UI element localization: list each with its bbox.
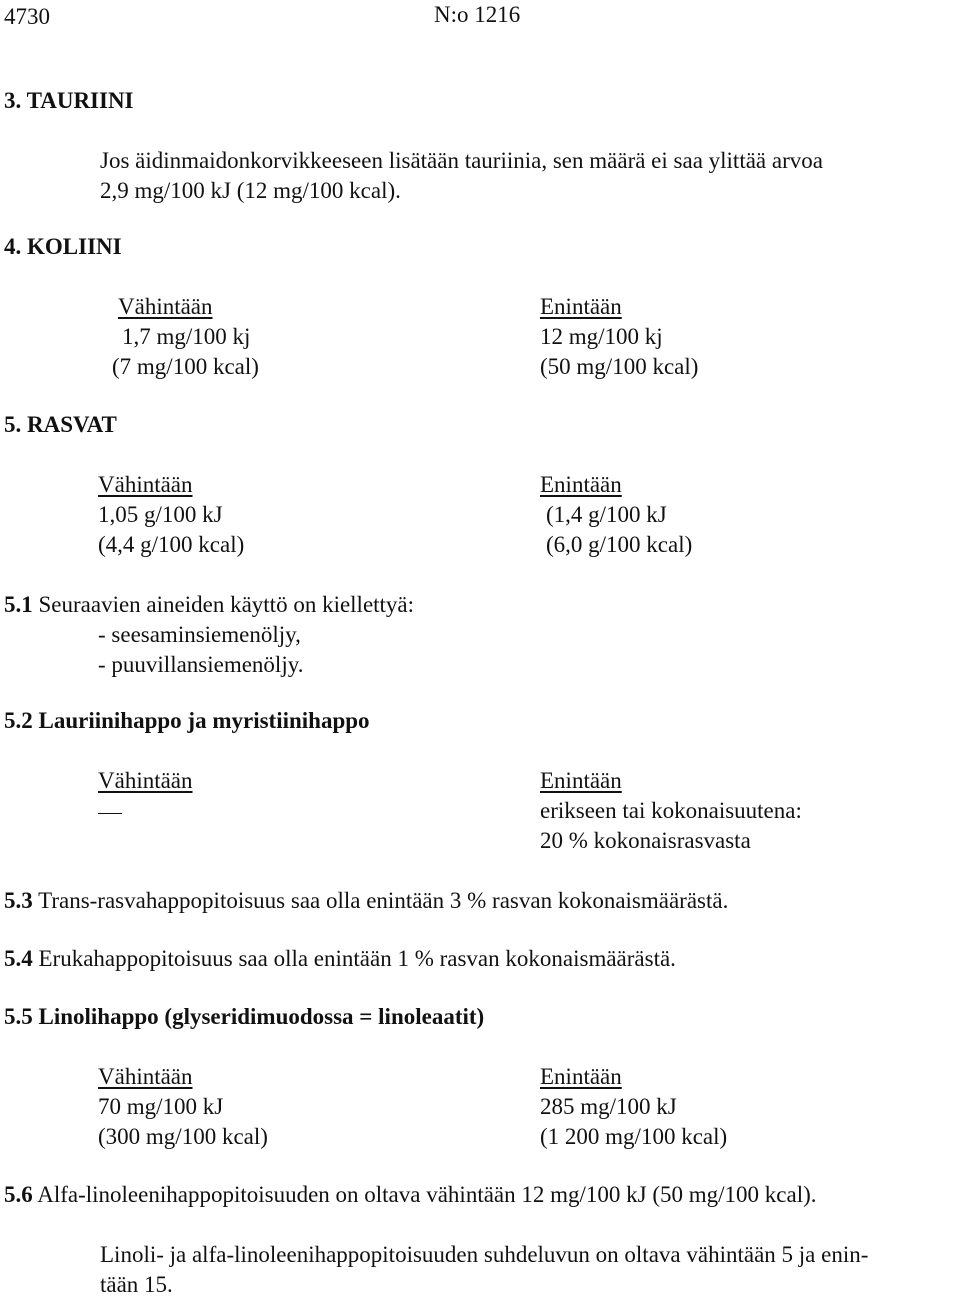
list-item: - seesaminsiemenöljy, [98, 622, 301, 647]
subsection-title: Linolihappo (glyseridimuodossa = linoleaatit) [38, 1004, 485, 1029]
subsection-5-5 [4, 1002, 484, 1032]
subsection-5-2 [4, 706, 370, 736]
subsection-number: 5.4 [4, 946, 33, 971]
subsection-text: Trans-rasvahappopitoisuus saa olla enintään 3 % rasvan kokonaismäärästä. [38, 888, 729, 913]
s56-note-line-1: Linoli- ja alfa-linoleenihappopitoisuuden suhdeluvun on oltava vähintään 5 ja enin- [100, 1242, 869, 1267]
section-heading-choline: 4. KOLIINI [4, 234, 122, 259]
taurine-body-line-2: 2,9 mg/100 kJ (12 mg/100 kcal). [100, 178, 401, 203]
s56-note-line-2: tään 15. [100, 1272, 173, 1297]
subsection-text: Erukahappopitoisuus saa olla enintään 1 % rasvan kokonaismäärästä. [38, 946, 676, 971]
subsection-title: Lauriinihappo ja myristiinihappo [38, 708, 370, 733]
section-heading-fats: 5. RASVAT [4, 412, 117, 437]
subsection-5-6 [4, 1180, 817, 1210]
subsection-5-1 [4, 590, 414, 620]
empty-value-dash [98, 813, 122, 814]
s52-max-value-percent: 20 % kokonaisrasvasta [540, 828, 751, 853]
fats-max-value-kcal: (6,0 g/100 kcal) [546, 532, 693, 557]
taurine-body-line-1: Jos äidinmaidonkorvikkeeseen lisätään tauriinia, sen määrä ei saa ylittää arvoa [100, 148, 823, 173]
issue-number: N:o 1216 [434, 2, 521, 27]
subsection-number: 5.1 [4, 592, 33, 617]
subsection-title: Seuraavien aineiden käyttö on kiellettyä: [38, 592, 415, 617]
choline-max-value: 12 mg/100 kj [540, 324, 663, 349]
subsection-number: 5.3 [4, 888, 33, 913]
subsection-number: 5.2 [4, 708, 33, 733]
fats-min-value-kcal: (4,4 g/100 kcal) [98, 532, 245, 557]
choline-min-value-kcal: (7 mg/100 kcal) [112, 354, 259, 379]
subsection-5-3 [4, 886, 728, 916]
choline-min-value: 1,7 mg/100 kj [122, 324, 251, 349]
s55-min-label: Vähintään [98, 1064, 193, 1089]
fats-min-value: 1,05 g/100 kJ [98, 502, 223, 527]
section-heading-taurine: 3. TAURIINI [4, 88, 134, 113]
s52-max-value: erikseen tai kokonaisuutena: [540, 798, 802, 823]
s55-max-value-kcal: (1 200 mg/100 kcal) [540, 1124, 728, 1149]
choline-max-value-kcal: (50 mg/100 kcal) [540, 354, 699, 379]
s55-max-value: 285 mg/100 kJ [540, 1094, 677, 1119]
subsection-number: 5.6 [4, 1182, 33, 1207]
subsection-5-4 [4, 944, 676, 974]
s52-min-label: Vähintään [98, 768, 193, 793]
choline-max-label: Enintään [540, 294, 622, 319]
fats-min-label: Vähintään [98, 472, 193, 497]
list-item: - puuvillansiemenöljy. [98, 652, 304, 677]
s55-min-value-kcal: (300 mg/100 kcal) [98, 1124, 268, 1149]
subsection-text: Alfa-linoleenihappopitoisuuden on oltava vähintään 12 mg/100 kJ (50 mg/100 kcal). [37, 1182, 817, 1207]
fats-max-label: Enintään [540, 472, 622, 497]
fats-max-value: (1,4 g/100 kJ [546, 502, 667, 527]
s55-max-label: Enintään [540, 1064, 622, 1089]
s55-min-value: 70 mg/100 kJ [98, 1094, 224, 1119]
subsection-number: 5.5 [4, 1004, 33, 1029]
s52-max-label: Enintään [540, 768, 622, 793]
page-number: 4730 [4, 4, 50, 29]
choline-min-label: Vähintään [118, 294, 213, 319]
